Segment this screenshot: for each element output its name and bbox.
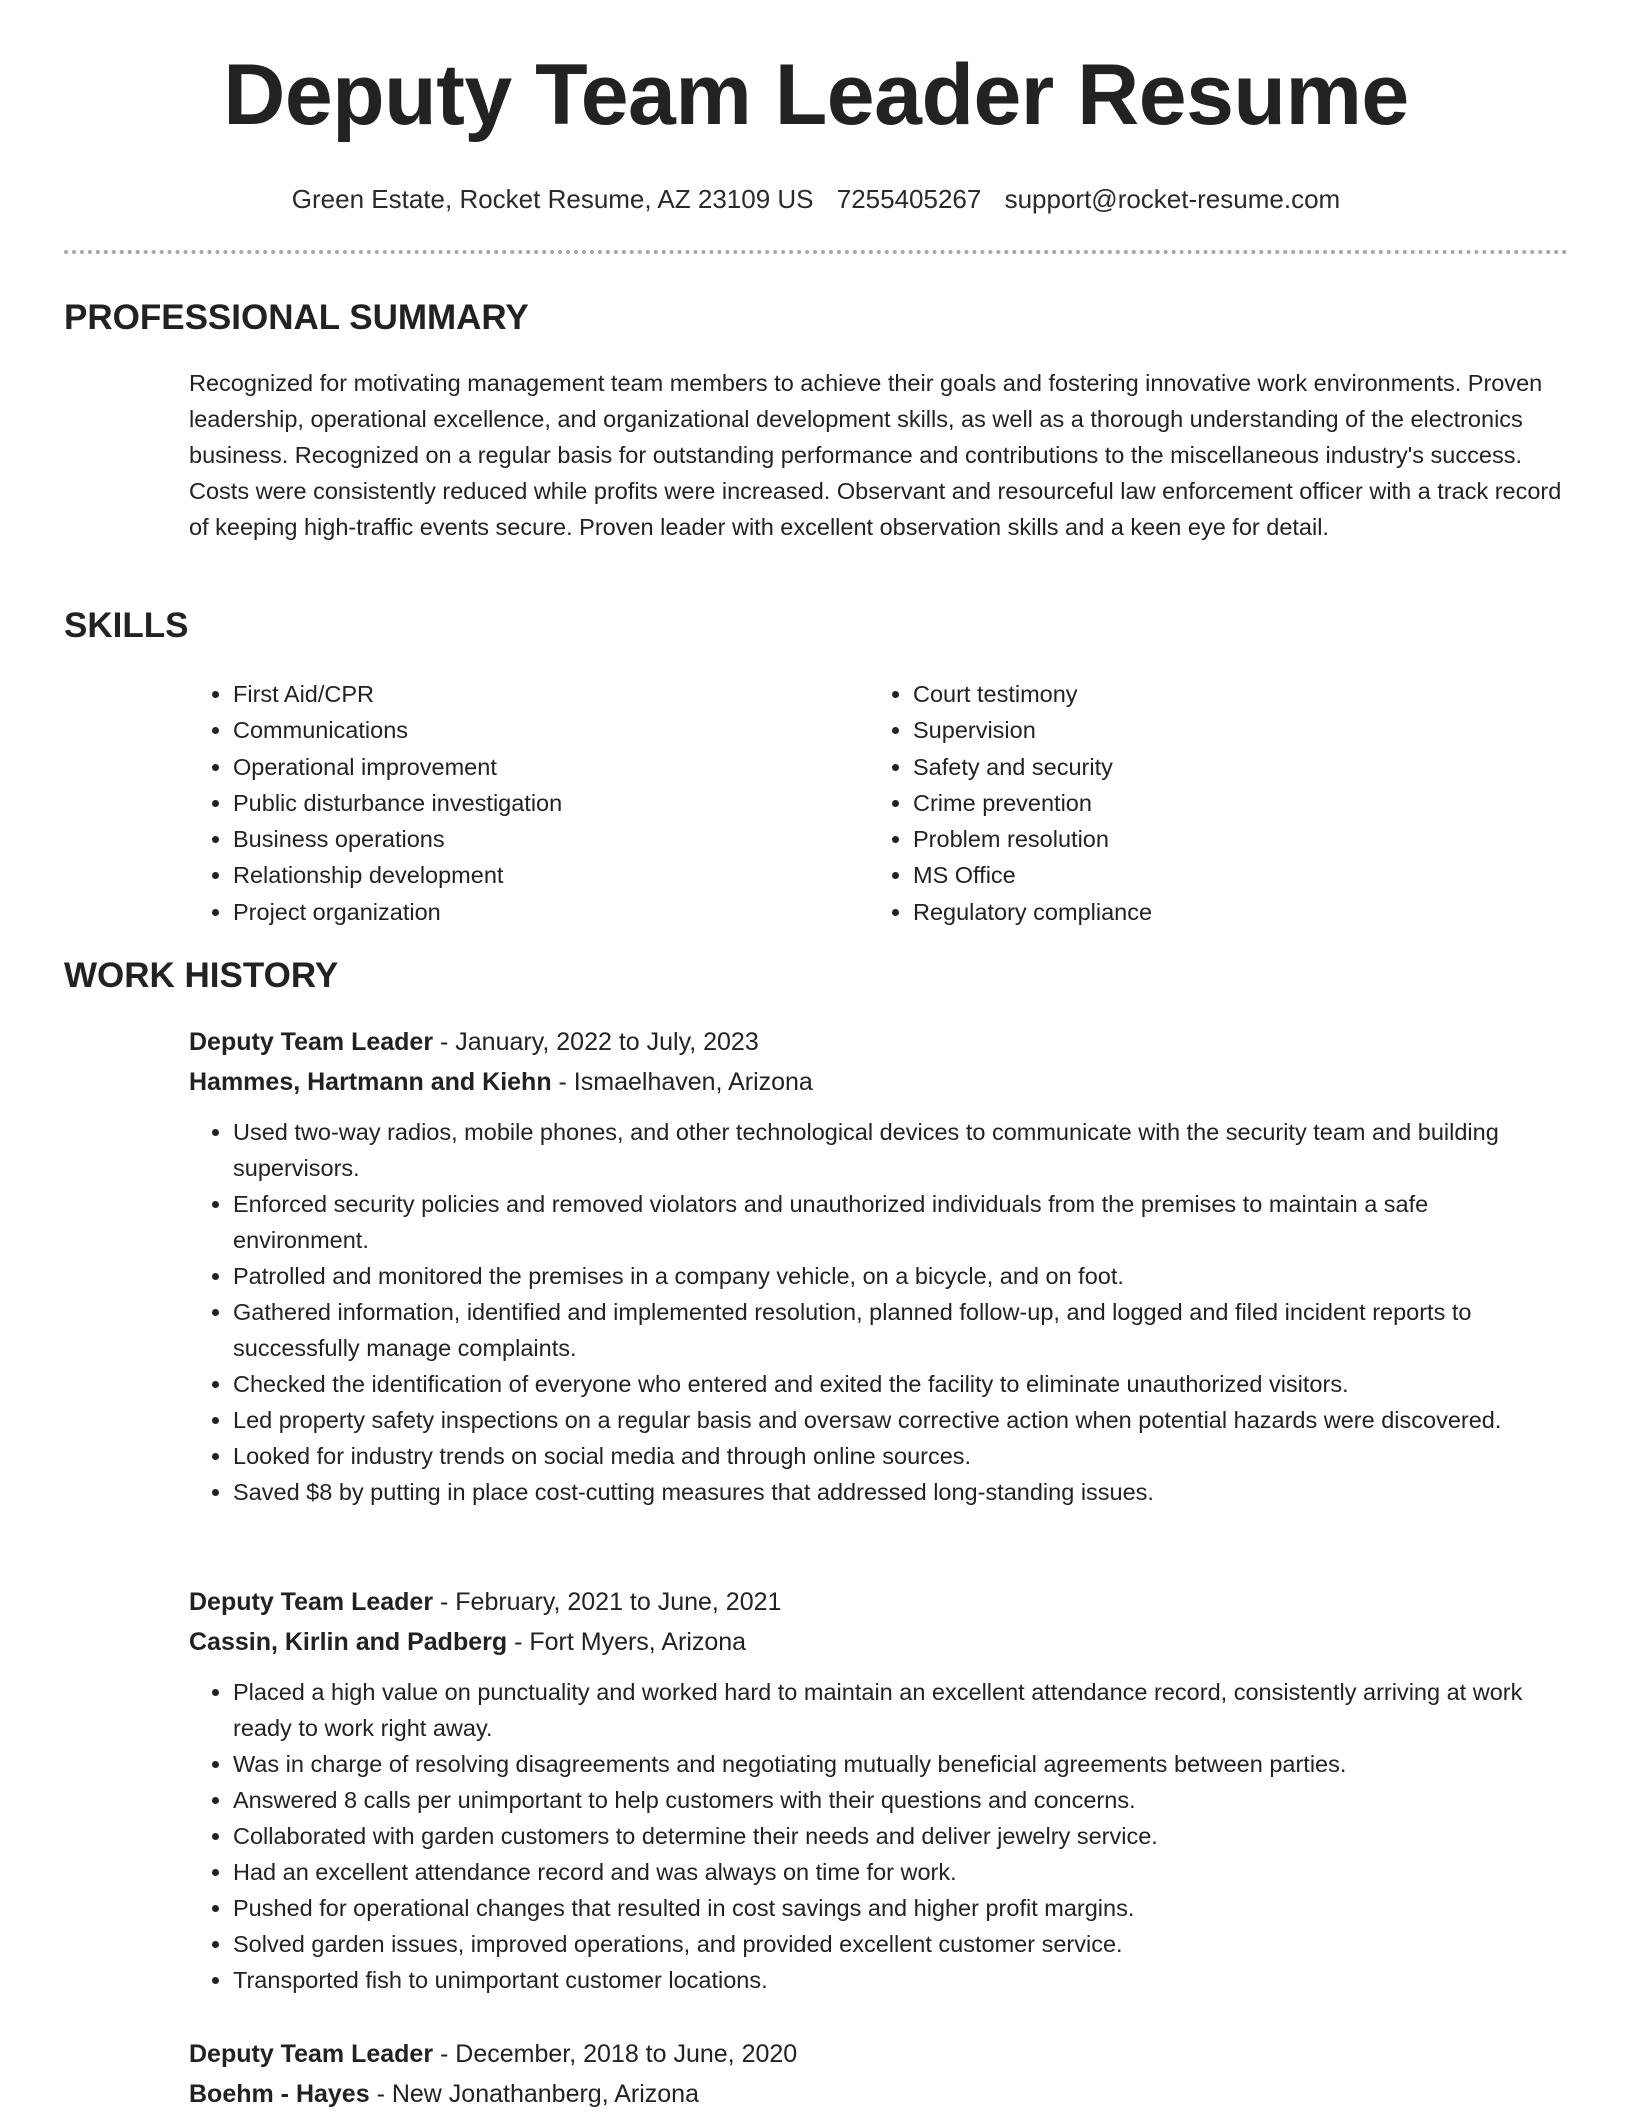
job-bullet: • Gathered information, identified and implemented resolution, planned follow-up, and logged and filed incident reports to successfully manage complaints.	[233, 1294, 1569, 1366]
job-company-line	[189, 2074, 1569, 2114]
job-title-line	[189, 1582, 1569, 1622]
skill-item: • Public disturbance investigation	[233, 785, 869, 821]
skill-item: • Business operations	[233, 821, 869, 857]
job-location: - Ismaelhaven, Arizona	[551, 1068, 813, 1096]
summary-heading: PROFESSIONAL SUMMARY	[64, 298, 529, 337]
skill-item: • First Aid/CPR	[233, 676, 869, 712]
header-divider	[64, 250, 1568, 254]
skills-column-left	[189, 676, 869, 930]
job-bullet: • Saved $8 by putting in place cost-cutting measures that addressed long-standing issues.	[233, 1474, 1569, 1510]
job-title: Deputy Team Leader	[189, 1588, 434, 1616]
skill-item: • Safety and security	[913, 749, 1152, 785]
skill-item: • Communications	[233, 712, 869, 748]
job-location: - Fort Myers, Arizona	[507, 1628, 747, 1656]
job-entry	[189, 1022, 1569, 1510]
summary-text: Recognized for motivating management team members to achieve their goals and fostering innovative work environments. Proven leadership, operational excellence, and organizational development skills, as well as a thorough understanding of the electronics business. Recognized on a regular basis for outstanding performance and contributions to the miscellaneous industry's success. Costs were consistently reduced while profits were increased. Observant and resourceful law enforcement officer with a track record of keeping high-traffic events secure. Proven leader with excellent observation skills and a keen eye for detail.	[189, 370, 1562, 540]
job-dates: - December, 2018 to June, 2020	[433, 2040, 798, 2068]
work-history-heading: WORK HISTORY	[64, 956, 339, 995]
resume-title: Deputy Team Leader Resume	[223, 47, 1409, 143]
contact-line	[0, 183, 1632, 215]
skill-item: • MS Office	[913, 857, 1152, 893]
job-bullet: • Patrolled and monitored the premises in a company vehicle, on a bicycle, and on foot.	[233, 1258, 1569, 1294]
job-bullet: • Checked the identification of everyone who entered and exited the facility to eliminate unauthorized visitors.	[233, 1366, 1569, 1402]
job-bullet: • Placed a high value on punctuality and worked hard to maintain an excellent attendance record, consistently arriving at work ready to work right away.	[233, 1674, 1569, 1746]
skills-heading: SKILLS	[64, 606, 189, 645]
job-company: Hammes, Hartmann and Kiehn	[189, 1068, 552, 1096]
job-bullets	[189, 1674, 1569, 1998]
job-company: Cassin, Kirlin and Padberg	[189, 1628, 508, 1656]
contact-phone: 7255405267	[836, 184, 982, 214]
job-bullet: • Collaborated with garden customers to determine their needs and deliver jewelry service.	[233, 1818, 1569, 1854]
skill-item: • Regulatory compliance	[913, 894, 1152, 930]
job-bullet: • Transported fish to unimportant customer locations.	[233, 1962, 1569, 1998]
job-bullet: • Led property safety inspections on a regular basis and oversaw corrective action when potential hazards were discovered.	[233, 1402, 1569, 1438]
skills-list	[189, 676, 1569, 930]
job-company-line	[189, 1062, 1569, 1102]
job-bullets	[189, 1114, 1569, 1510]
job-title-line	[189, 2034, 1569, 2074]
skill-item: • Project organization	[233, 894, 869, 930]
job-entry	[189, 2034, 1569, 2114]
skill-item: • Problem resolution	[913, 821, 1152, 857]
job-company-line	[189, 1622, 1569, 1662]
skills-column-right	[869, 676, 1152, 930]
skill-item: • Crime prevention	[913, 785, 1152, 821]
job-bullet: • Looked for industry trends on social media and through online sources.	[233, 1438, 1569, 1474]
skill-item: • Relationship development	[233, 857, 869, 893]
job-bullet: • Used two-way radios, mobile phones, and other technological devices to communicate with the security team and building supervisors.	[233, 1114, 1569, 1186]
contact-email: support@rocket-resume.com	[1004, 184, 1341, 214]
job-bullet: • Had an excellent attendance record and was always on time for work.	[233, 1854, 1569, 1890]
job-bullet: • Enforced security policies and removed violators and unauthorized individuals from the premises to maintain a safe environment.	[233, 1186, 1569, 1258]
job-title: Deputy Team Leader	[189, 2040, 434, 2068]
job-company: Boehm - Hayes	[189, 2080, 370, 2108]
job-dates: - January, 2022 to July, 2023	[433, 1028, 759, 1056]
job-bullet: • Pushed for operational changes that resulted in cost savings and higher profit margins.	[233, 1890, 1569, 1926]
job-title-line	[189, 1022, 1569, 1062]
job-entry	[189, 1582, 1569, 1998]
job-bullet: • Answered 8 calls per unimportant to help customers with their questions and concerns.	[233, 1782, 1569, 1818]
job-title: Deputy Team Leader	[189, 1028, 434, 1056]
job-location: - New Jonathanberg, Arizona	[369, 2080, 699, 2108]
contact-address: Green Estate, Rocket Resume, AZ 23109 US	[291, 184, 814, 214]
skill-item: • Supervision	[913, 712, 1152, 748]
job-bullet: • Was in charge of resolving disagreements and negotiating mutually beneficial agreements between parties.	[233, 1746, 1569, 1782]
skill-item: • Court testimony	[913, 676, 1152, 712]
job-bullet: • Solved garden issues, improved operations, and provided excellent customer service.	[233, 1926, 1569, 1962]
skill-item: • Operational improvement	[233, 749, 869, 785]
job-dates: - February, 2021 to June, 2021	[433, 1588, 782, 1616]
